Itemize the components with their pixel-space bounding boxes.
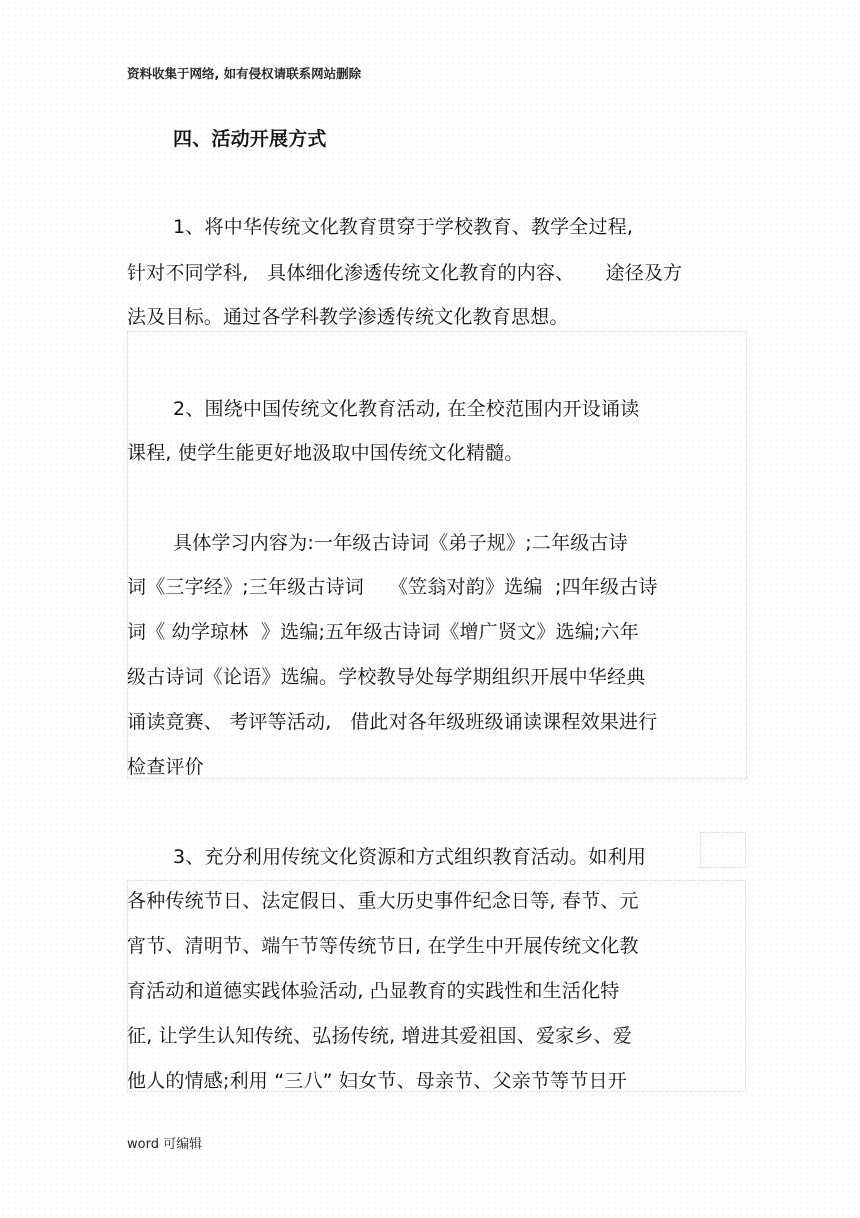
paragraph-line: 词《三字经》;三年级古诗词 《笠翁对韵》选编 ;四年级古诗	[127, 576, 658, 598]
paragraph-line: 育活动和道德实践体验活动, 凸显教育的实践性和生活化特	[127, 980, 620, 1002]
paragraph-line: 他人的情感;利用 “三八” 妇女节、母亲节、父亲节等节日开	[127, 1070, 627, 1092]
section-heading: 四、活动开展方式	[173, 128, 327, 150]
paragraph-line: 法及目标。通过各学科教学渗透传统文化教育思想。	[127, 306, 569, 328]
paragraph-line: 征, 让学生认知传统、弘扬传统, 增进其爱祖国、爱家乡、爱	[127, 1025, 632, 1047]
paragraph-line: 针对不同学科, 具体细化渗透传统文化教育的内容、 途径及方	[127, 262, 683, 284]
paragraph-line: 诵读竟赛、 考评等活动, 借此对各年级班级诵读课程效果进行	[127, 711, 658, 733]
paragraph-line: 具体学习内容为:一年级古诗词《弟子规》;二年级古诗	[173, 532, 628, 554]
paragraph-line: 课程, 使学生能更好地汲取中国传统文化精髓。	[127, 442, 524, 464]
paragraph-line: 宵节、清明节、端午节等传统节日, 在学生中开展传统文化教	[127, 935, 639, 957]
page-header: 资料收集于网络, 如有侵权请联系网站删除	[127, 66, 362, 81]
paragraph-line: 2、围绕中国传统文化教育活动, 在全校范围内开设诵读	[173, 398, 640, 420]
page-footer: word 可编辑	[127, 1137, 203, 1152]
paragraph-line: 3、充分利用传统文化资源和方式组织教育活动。如利用	[173, 846, 647, 868]
paragraph-line: 词《 幼学琼林 》选编;五年级古诗词《增广贤文》选编;六年	[127, 621, 639, 643]
paragraph-line: 检查评价	[127, 756, 204, 778]
paragraph-line: 1、将中华传统文化教育贯穿于学校教育、教学全过程,	[173, 216, 634, 238]
paragraph-line: 级古诗词《论语》选编。学校教导处每学期组织开展中华经典	[127, 666, 646, 688]
paragraph-line: 各种传统节日、法定假日、重大历史事件纪念日等, 春节、元	[127, 890, 639, 912]
decorative-frame	[700, 832, 746, 868]
